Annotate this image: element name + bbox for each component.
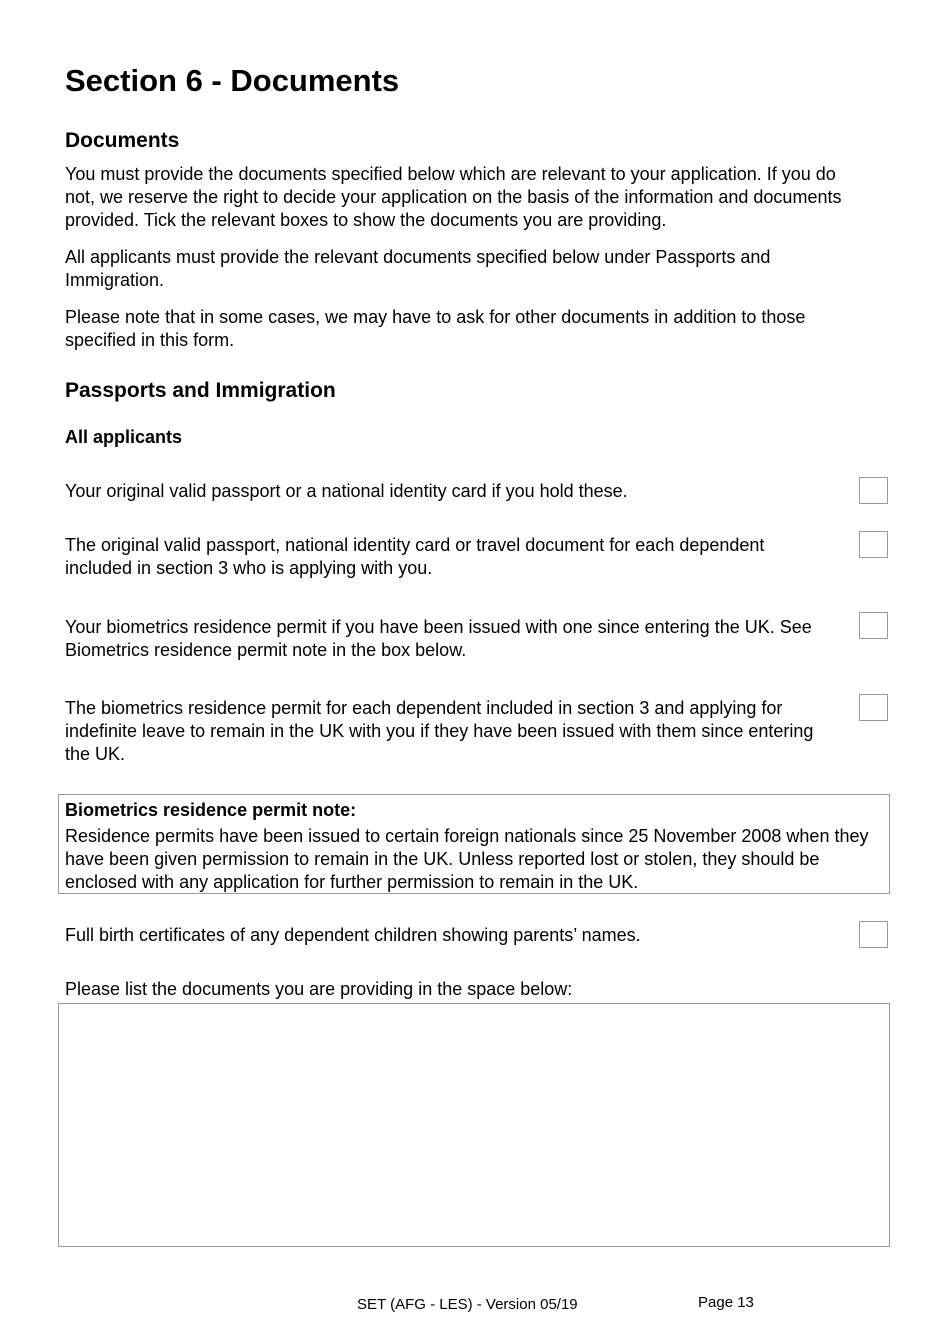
biometrics-permit-checkbox[interactable] [859,612,888,639]
dependent-biometrics-permit-checkbox[interactable] [859,694,888,721]
birth-certificates-item-label: Full birth certificates of any dependent children showing parents’ names. [65,925,641,945]
dependent-passport-checkbox[interactable] [859,531,888,558]
biometrics-note-title: Biometrics residence permit note: [65,800,357,820]
documents-heading: Documents [65,129,180,152]
dependent-biometrics-permit-item-label: The biometrics residence permit for each dependent included in section 3 and applying for indefinite leave to remain in the UK with you if they have been issued with them since entering the UK. [65,698,814,764]
footer-version: SET (AFG - LES) - Version 05/19 [357,1296,578,1313]
passports-heading: Passports and Immigration [65,379,336,402]
dependent-passport-item-label: The original valid passport, national identity card or travel document for each dependent included in section 3 who is applying with you. [65,535,765,578]
footer-page-number: Page 13 [698,1294,754,1311]
biometrics-note-box [58,794,890,894]
passport-checkbox[interactable] [859,477,888,504]
all-applicants-subheading: All applicants [65,427,183,447]
passport-item-label: Your original valid passport or a national identity card if you hold these. [65,481,628,501]
documents-intro-paragraph: You must provide the documents specified below which are relevant to your application. If you do not, we reserve the right to decide your application on the basis of the information and documents provided. Tick the relevant boxes to show the documents you are providing. [65,164,842,230]
documents-requirement-paragraph: All applicants must provide the relevant documents specified below under Passports and Immigration. [65,247,771,290]
biometrics-note-body: Residence permits have been issued to certain foreign nationals since 25 November 2008 when they have been given permission to remain in the UK. Unless reported lost or stolen, they should be enclosed with any application for further permission to remain in the UK. [65,826,869,892]
documents-list-label: Please list the documents you are providing in the space below: [65,979,573,999]
documents-note-paragraph: Please note that in some cases, we may have to ask for other documents in addition to those specified in this form. [65,307,806,350]
biometrics-permit-item-label: Your biometrics residence permit if you have been issued with one since entering the UK. See Biometrics residence permit note in the box below. [65,617,812,660]
birth-certificates-checkbox[interactable] [859,921,888,948]
documents-list-input[interactable] [58,1003,890,1247]
page-title: Section 6 - Documents [65,63,400,98]
